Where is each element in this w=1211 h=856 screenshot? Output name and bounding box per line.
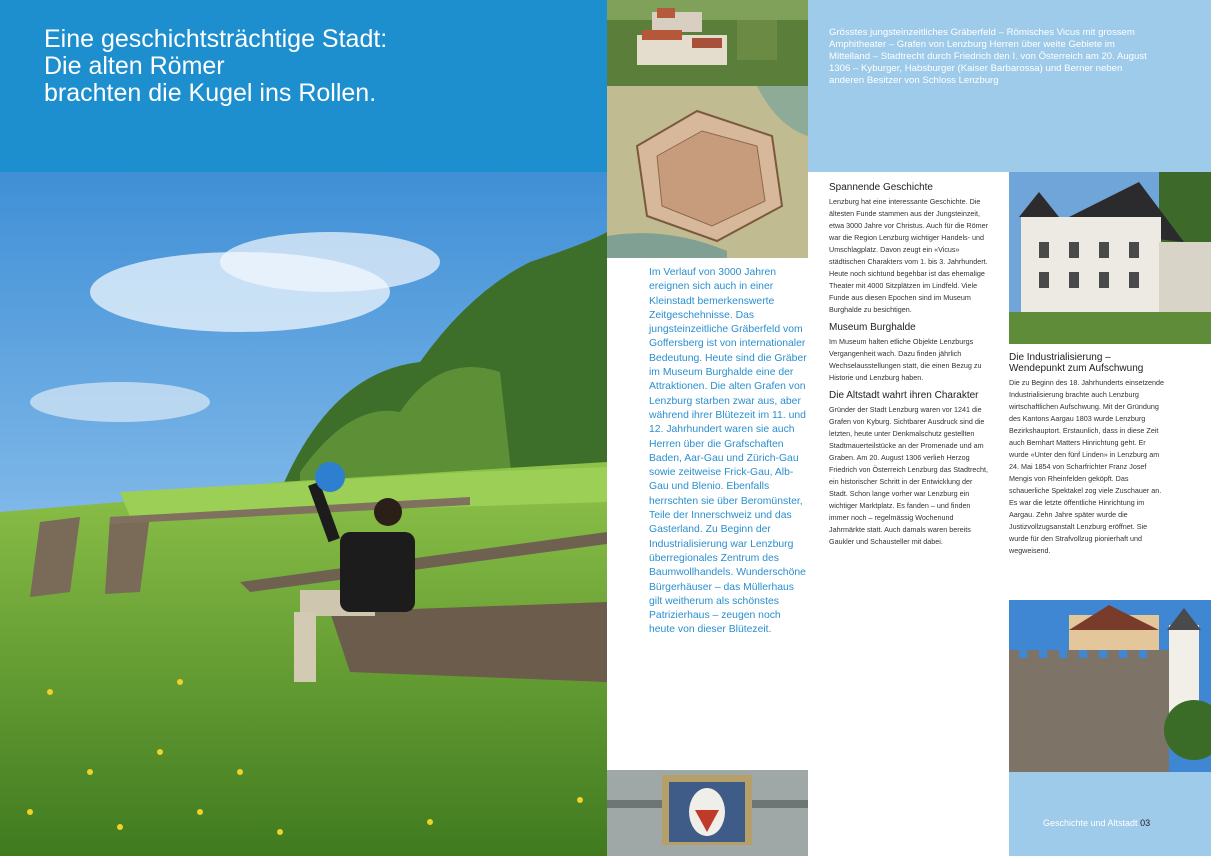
text-column-2 <box>829 182 991 554</box>
page-number: 03 <box>1140 818 1151 828</box>
section-heading: Die Industrialisierung – Wendepunkt zum Aufschwung <box>1009 352 1144 374</box>
section-body: Lenzburg hat eine interessante Geschichte. Die ältesten Funde stammen aus der Jungsteinzeit, etwa 3000 Jahre vor Christus. Auch für die Römer war die Region Lenzburg wichtiger Handels- und Umschlagplatz. Davon zeugt ein «Vicus» städtischen Charakters vom 1. bis 3. Jahrhundert. Heute noch sichtund begehbar ist das ehemalige Theater mit 4000 Sitzplätzen im Lindfeld. Viele Funde aus diesen Epochen sind im Museum Burghalde zu besichtigen. <box>829 197 988 314</box>
page-footer <box>1043 818 1150 828</box>
title-line-2: Die alten Römer <box>44 52 225 80</box>
town-wall-photo <box>1009 600 1211 772</box>
section-heading: Spannende Geschichte <box>829 182 933 193</box>
title-line-3: brachten die Kugel ins Rollen. <box>44 79 377 107</box>
page-title <box>44 26 387 107</box>
section-heading: Museum Burghalde <box>829 322 916 333</box>
coat-of-arms-photo <box>607 770 808 856</box>
section-body: Im Museum halten etliche Objekte Lenzburgs Vergangenheit wach. Dazu finden jährlich Wechselausstellungen statt, die einen Bezug zu Historie und Lenzburg haben. <box>829 337 982 382</box>
footer-strip <box>1009 772 1211 856</box>
footer-label: Geschichte und Altstadt <box>1043 818 1138 828</box>
section-body: Gründer der Stadt Lenzburg waren vor 1241 die Grafen von Kyburg. Sichtbarer Ausdruck sind die letzten, heute unter Denkmalschutz gestellten Stadtmauerteilstücke an der Promenade und am Graben. Am 20. August 1306 verlieh Herzog Friedrich von Österreich Lenzburg das Stadtrecht, ein historischer Schritt in der Entwicklung der Stadt. Schon lange vorher war Lenzburg ein wichtiger Marktplatz. Es fanden – und finden immer noch – regelmässig Wochenund Jahrmärkte statt. Auch damals waren bereits Gaukler und Schausteller mit dabei. <box>829 405 988 546</box>
patrician-house-photo <box>1009 172 1211 344</box>
amphitheatre-photo <box>0 172 607 856</box>
section-heading: Die Altstadt wahrt ihren Charakter <box>829 390 979 401</box>
intro-box <box>808 0 1211 172</box>
blue-column-text: Im Verlauf von 3000 Jahren ereignen sich auch in einer Kleinstadt bemerkenswerte Zeitgeschehnisse. Das jungsteinzeitliche Gräberfeld vom Goffersberg ist von internationaler Bedeutung. Heute sind die Gräber im Museum Burghalde eine der Attraktionen. Die alten Grafen von Lenzburg starben zwar aus, aber während ihrer Blütezeit im 11. und 12. Jahrhundert waren sie auch Herren über die Grafschaften Baden, Aar-Gau und Zürich-Gau sowie zeitweise Frick-Gau, Alb-Gau und Blenio. Ebenfalls herrschten sie über Beromünster, Teile der Innerschweiz und das Gasterland. Zu Beginn der Industrialisierung war Lenzburg überregionales Zentrum des Baumwollhandels. Wunderschöne Bürgerhäuser – das Müllerhaus gilt weitherum als schönstes Patrizierhaus – zeugen noch heute von dieser Blütezeit. <box>649 267 807 636</box>
text-column-3 <box>1009 352 1167 563</box>
header-band <box>0 0 607 172</box>
castle-aerial-photo <box>607 0 808 86</box>
intro-text: Grösstes jungsteinzeitliches Gräberfeld – Römisches Vicus mit grossem Amphitheater – Grafen von Lenzburg Herren über weite Gebiete im Mittelland – Stadtrecht durch Friedrich den I. von Österreich am 20. August 1306 – Kyburger, Habsburger (Kaiser Barbarossa) und Berner neben anderen Besitzer von Schloss Lenzburg <box>829 27 1147 86</box>
title-line-1: Eine geschichtsträchtige Stadt: <box>44 25 388 53</box>
historic-town-map <box>607 86 808 258</box>
section-body: Die zu Beginn des 18. Jahrhunderts einsetzende Industrialisierung brachte auch Lenzburg wirtschaftlichen Aufschwung. Mit der Gründung des Kantons Aargau 1803 wurde Lenzburg Bezirkshauptort. Erstaunlich, dass in diese Zeit auch Bernhart Matters Hinrichtung geht. Er wurde «Unter den fünf Linden» in Lenzburg am 24. Mai 1854 von Scharfrichter Franz Josef Mengis von Rheinfelden geköpft. Das schauerliche Spektakel zog viele Zuschauer an. Es war die letzte öffentliche Hinrichtung im Aargau. Zehn Jahre später wurde die Justizvollzugsanstalt Lenzburg eröffnet. Sie wurde für den Strafvollzug pionierhaft und wegweisend. <box>1009 378 1165 555</box>
